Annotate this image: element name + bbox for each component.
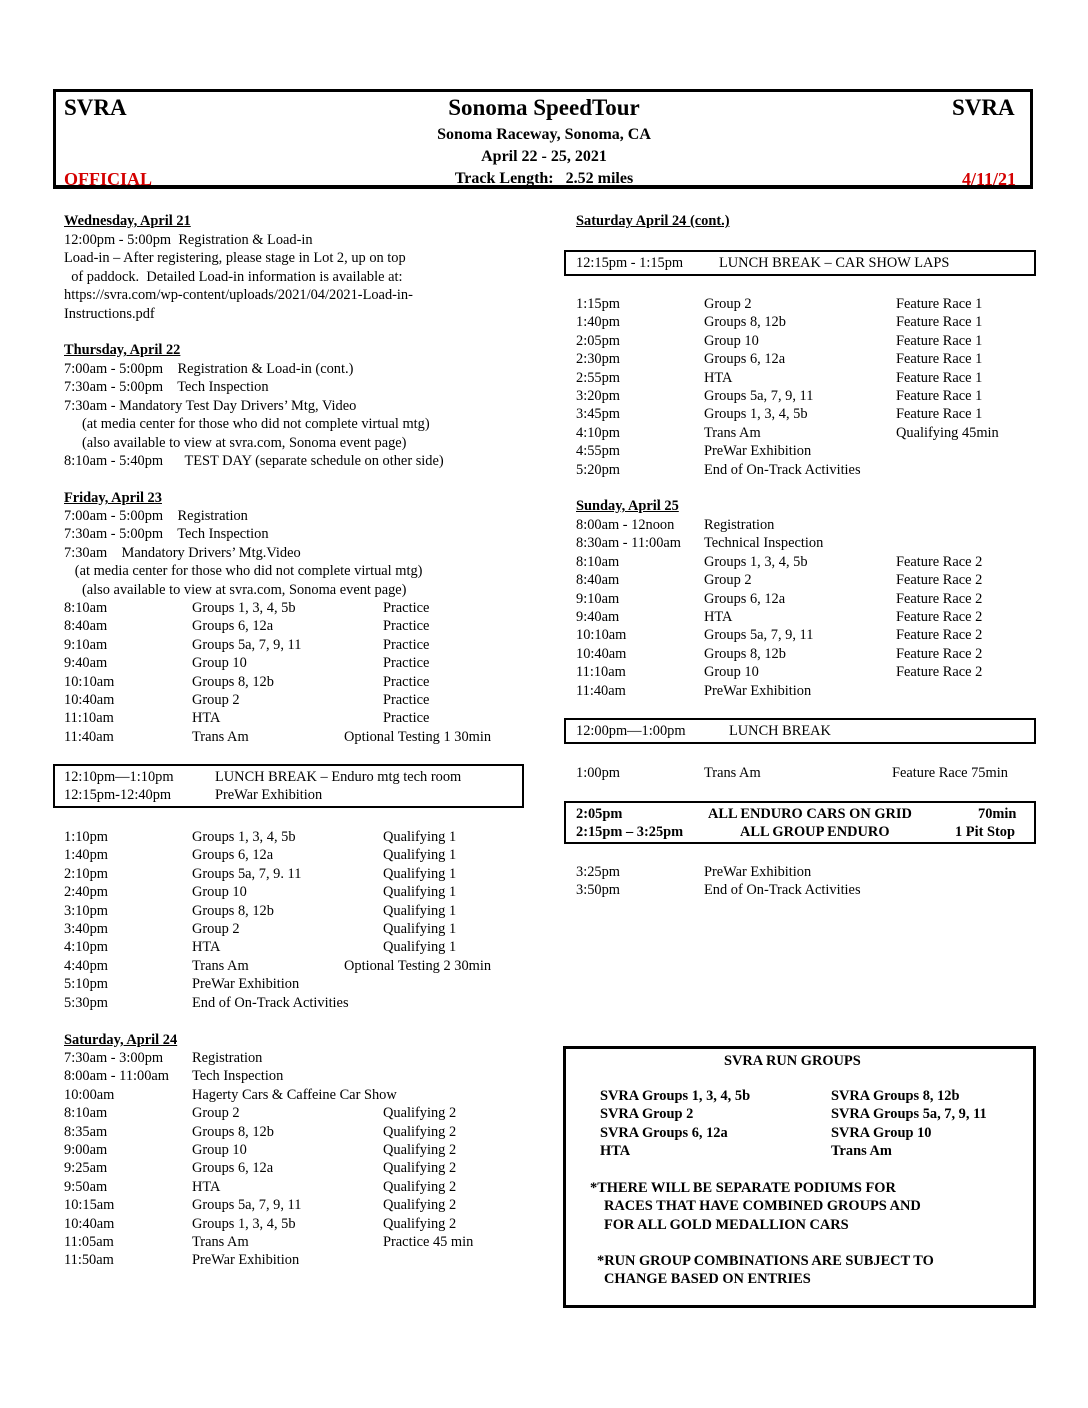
friday-afternoon-session: Qualifying 1 (383, 829, 457, 845)
friday-morning-session: Practice (383, 600, 430, 616)
saturday-afternoon-group: Groups 5a, 7, 9, 11 (704, 388, 814, 404)
saturday-group: Group 2 (192, 1105, 240, 1122)
podium-note: FOR ALL GOLD MEDALLION CARS (604, 1216, 849, 1233)
friday-afternoon-group: Group 10 (192, 884, 247, 901)
friday-afternoon-time: 3:10pm (64, 902, 108, 919)
podium-note: *THERE WILL BE SEPARATE PODIUMS FOR (590, 1180, 896, 1196)
friday-afternoon-time: 5:30pm (64, 994, 108, 1011)
saturday-afternoon-time: 5:20pm (576, 461, 620, 478)
saturday-session: Qualifying 2 (383, 1160, 457, 1177)
friday-afternoon-session: Qualifying 1 (383, 865, 457, 882)
friday-morning-time: 10:10am (64, 673, 115, 690)
friday-line: 7:30am Mandatory Drivers’ Mtg.Video (64, 544, 301, 561)
saturday-lunch-time: 12:15pm - 1:15pm (576, 255, 684, 271)
friday-morning-time: 11:40am (64, 728, 114, 745)
sunday-session: Feature Race 2 (896, 627, 983, 644)
sunday-late-time: 3:25pm (576, 864, 620, 880)
saturday-group: Trans Am (192, 1234, 249, 1250)
sunday-time: 11:40am (576, 682, 626, 699)
saturday-group: Groups 1, 3, 4, 5b (192, 1215, 296, 1232)
page-title: Sonoma SpeedTour (448, 95, 640, 120)
sunday-time: 10:40am (576, 645, 627, 662)
saturday-afternoon-session: Feature Race 1 (896, 332, 983, 349)
sunday-group: PreWar Exhibition (704, 682, 812, 699)
friday-line: (at media center for those who did not complete virtual mtg) (64, 563, 423, 580)
day-heading-thursday: Thursday, April 22 (64, 342, 181, 358)
saturday-afternoon-session: Feature Race 1 (896, 406, 983, 423)
saturday-time: 8:10am (64, 1105, 108, 1122)
friday-morning-group: Trans Am (192, 728, 249, 745)
saturday-time: 9:50am (64, 1178, 108, 1195)
sunday-session: Feature Race 2 (896, 553, 983, 570)
friday-morning-group: Groups 5a, 7, 9, 11 (192, 636, 302, 653)
saturday-session: Practice 45 min (383, 1234, 474, 1250)
saturday-group: Hagerty Cars & Caffeine Car Show (192, 1086, 397, 1103)
saturday-afternoon-time: 2:55pm (576, 369, 620, 386)
friday-morning-session: Practice (383, 636, 430, 653)
friday-afternoon-session: Qualifying 1 (383, 884, 457, 901)
wednesday-line: Instructions.pdf (64, 305, 155, 322)
sunday-time: 8:00am - 12noon (576, 517, 675, 533)
saturday-group: Tech Inspection (192, 1068, 284, 1085)
friday-morning-session: Practice (383, 710, 430, 727)
friday-morning-time: 8:10am (64, 600, 108, 616)
saturday-session: Qualifying 2 (383, 1142, 457, 1158)
sunday-group: Groups 5a, 7, 9, 11 (704, 627, 814, 644)
friday-morning-time: 11:10am (64, 710, 114, 727)
sunday-time: 9:40am (576, 609, 620, 625)
podium-note: RACES THAT HAVE COMBINED GROUPS AND (604, 1198, 921, 1215)
thursday-line: 7:30am - 5:00pm Tech Inspection (64, 379, 269, 396)
friday-afternoon-group: Groups 1, 3, 4, 5b (192, 829, 296, 845)
friday-afternoon-session: Optional Testing 2 30min (344, 957, 492, 974)
friday-morning-session: Practice (383, 692, 430, 708)
thursday-line: 7:00am - 5:00pm Registration & Load-in (cont.) (64, 361, 354, 377)
saturday-afternoon-session: Feature Race 1 (896, 314, 983, 331)
friday-afternoon-time: 5:10pm (64, 976, 108, 993)
sunday-group: Groups 1, 3, 4, 5b (704, 553, 808, 570)
saturday-afternoon-group: End of On-Track Activities (704, 461, 861, 478)
day-heading-wednesday: Wednesday, April 21 (64, 213, 191, 229)
saturday-time: 10:40am (64, 1215, 115, 1232)
sunday-1pm-group: Trans Am (704, 765, 761, 781)
saturday-afternoon-group: PreWar Exhibition (704, 443, 812, 460)
saturday-session: Qualifying 2 (383, 1197, 457, 1214)
friday-morning-session: Practice (383, 618, 430, 635)
friday-lunch-text: PreWar Exhibition (215, 787, 323, 804)
friday-afternoon-session: Qualifying 1 (383, 921, 457, 937)
saturday-afternoon-session: Feature Race 1 (896, 388, 983, 404)
saturday-afternoon-session: Feature Race 1 (896, 369, 983, 386)
friday-afternoon-time: 2:40pm (64, 884, 108, 901)
friday-afternoon-session: Qualifying 1 (383, 902, 457, 919)
sunday-session: Feature Race 2 (896, 572, 983, 589)
saturday-group: Groups 6, 12a (192, 1160, 274, 1177)
sunday-lunch-text: LUNCH BREAK (729, 723, 831, 739)
saturday-afternoon-group: Groups 6, 12a (704, 351, 786, 368)
friday-line: 7:30am - 5:00pm Tech Inspection (64, 526, 269, 543)
saturday-group: Registration (192, 1050, 263, 1066)
friday-morning-time: 10:40am (64, 692, 115, 708)
friday-line: 7:00am - 5:00pm Registration (64, 508, 248, 524)
sunday-time: 9:10am (576, 590, 620, 607)
enduro-note: 1 Pit Stop (955, 824, 1015, 841)
sunday-group: Groups 6, 12a (704, 590, 786, 607)
run-group-item: SVRA Groups 6, 12a (600, 1124, 728, 1141)
wednesday-line: https://svra.com/wp-content/uploads/2021/04/2021-Load-in- (64, 287, 413, 304)
thursday-line: 8:10am - 5:40pm TEST DAY (separate schedule on other side) (64, 453, 444, 469)
friday-afternoon-session: Qualifying 1 (383, 939, 457, 956)
enduro-note: 70min (978, 806, 1017, 822)
saturday-session: Qualifying 2 (383, 1178, 457, 1195)
sunday-group: Groups 8, 12b (704, 645, 786, 662)
sunday-group: Group 2 (704, 572, 752, 589)
friday-morning-group: Groups 6, 12a (192, 618, 274, 635)
saturday-time: 10:00am (64, 1086, 115, 1103)
sunday-session: Feature Race 2 (896, 645, 983, 662)
saturday-afternoon-time: 4:10pm (576, 424, 620, 441)
friday-morning-group: Group 10 (192, 655, 247, 672)
run-group-item: SVRA Group 10 (831, 1124, 932, 1141)
saturday-afternoon-time: 1:15pm (576, 296, 620, 312)
saturday-afternoon-group: HTA (704, 369, 733, 386)
saturday-session: Qualifying 2 (383, 1123, 457, 1140)
friday-afternoon-time: 4:40pm (64, 957, 108, 974)
sunday-group: Group 10 (704, 664, 759, 681)
friday-afternoon-group: Groups 5a, 7, 9. 11 (192, 865, 302, 882)
header-venue: Sonoma Raceway, Sonoma, CA (437, 126, 651, 143)
enduro-time: 2:15pm – 3:25pm (576, 824, 684, 841)
wednesday-line: of paddock. Detailed Load-in information is available at: (64, 268, 403, 285)
day-heading-sunday: Sunday, April 25 (576, 498, 679, 514)
header-right-org: SVRA (952, 95, 1015, 120)
saturday-afternoon-session: Feature Race 1 (896, 296, 983, 312)
wednesday-line: Load-in – After registering, please stage in Lot 2, up on top (64, 250, 406, 267)
enduro-text: ALL ENDURO CARS ON GRID (708, 806, 912, 822)
saturday-afternoon-time: 4:55pm (576, 443, 620, 460)
saturday-afternoon-time: 3:20pm (576, 388, 620, 404)
header-dates: April 22 - 25, 2021 (481, 148, 607, 165)
friday-morning-session: Practice (383, 655, 430, 672)
run-groups-title: SVRA RUN GROUPS (724, 1053, 861, 1069)
friday-lunch-time: 12:10pm—1:10pm (64, 769, 174, 785)
saturday-time: 11:50am (64, 1252, 114, 1269)
friday-morning-session: Optional Testing 1 30min (344, 728, 492, 745)
day-heading-saturday-cont: Saturday April 24 (cont.) (576, 213, 730, 229)
sunday-time: 8:10am (576, 553, 620, 570)
run-group-item: SVRA Groups 1, 3, 4, 5b (600, 1088, 751, 1104)
saturday-afternoon-group: Trans Am (704, 424, 761, 441)
sunday-session: Feature Race 2 (896, 609, 983, 625)
saturday-afternoon-group: Group 2 (704, 296, 752, 312)
saturday-time: 9:00am (64, 1142, 108, 1158)
sunday-late-group: PreWar Exhibition (704, 864, 812, 880)
friday-lunch-time: 12:15pm-12:40pm (64, 787, 172, 804)
sunday-session: Feature Race 2 (896, 664, 983, 681)
day-heading-friday: Friday, April 23 (64, 490, 162, 506)
saturday-time: 8:00am - 11:00am (64, 1068, 169, 1085)
friday-afternoon-time: 1:40pm (64, 847, 108, 864)
sunday-time: 10:10am (576, 627, 627, 644)
friday-morning-session: Practice (383, 673, 430, 690)
saturday-group: HTA (192, 1178, 221, 1195)
sunday-time: 11:10am (576, 664, 626, 681)
saturday-group: PreWar Exhibition (192, 1252, 300, 1269)
saturday-group: Groups 8, 12b (192, 1123, 274, 1140)
saturday-time: 8:35am (64, 1123, 108, 1140)
friday-morning-group: Groups 8, 12b (192, 673, 274, 690)
status-badge: OFFICIAL (64, 169, 153, 189)
run-group-item: SVRA Group 2 (600, 1106, 694, 1123)
saturday-afternoon-time: 2:05pm (576, 332, 620, 349)
wednesday-line: 12:00pm - 5:00pm Registration & Load-in (64, 232, 313, 248)
run-group-item: HTA (600, 1143, 631, 1160)
combination-note: CHANGE BASED ON ENTRIES (604, 1271, 811, 1288)
saturday-afternoon-time: 2:30pm (576, 351, 620, 368)
friday-lunch-text: LUNCH BREAK – Enduro mtg tech room (215, 769, 462, 785)
saturday-afternoon-group: Group 10 (704, 332, 759, 349)
friday-afternoon-time: 3:40pm (64, 921, 108, 937)
sunday-late-time: 3:50pm (576, 882, 620, 899)
sunday-group: HTA (704, 609, 733, 625)
friday-line: (also available to view at svra.com, Sonoma event page) (64, 581, 407, 598)
sunday-time: 8:40am (576, 572, 620, 589)
friday-morning-time: 8:40am (64, 618, 108, 635)
run-group-item: SVRA Groups 5a, 7, 9, 11 (831, 1106, 987, 1123)
friday-morning-time: 9:40am (64, 655, 108, 672)
friday-morning-group: Group 2 (192, 692, 240, 708)
friday-morning-group: Groups 1, 3, 4, 5b (192, 600, 296, 616)
sunday-session: Feature Race 2 (896, 590, 983, 607)
friday-afternoon-time: 4:10pm (64, 939, 108, 956)
friday-afternoon-group: Group 2 (192, 921, 240, 937)
saturday-time: 9:25am (64, 1160, 108, 1177)
combination-note: *RUN GROUP COMBINATIONS ARE SUBJECT TO (597, 1253, 934, 1269)
sunday-lunch-time: 12:00pm—1:00pm (576, 723, 686, 739)
saturday-afternoon-session: Qualifying 45min (896, 424, 999, 441)
header-left-org: SVRA (64, 95, 127, 120)
friday-afternoon-group: End of On-Track Activities (192, 994, 349, 1011)
saturday-afternoon-time: 1:40pm (576, 314, 620, 331)
friday-morning-time: 9:10am (64, 636, 108, 653)
header-revision-date: 4/11/21 (962, 169, 1017, 189)
saturday-afternoon-group: Groups 1, 3, 4, 5b (704, 406, 808, 423)
friday-afternoon-session: Qualifying 1 (383, 847, 457, 864)
saturday-time: 7:30am - 3:00pm (64, 1050, 164, 1066)
friday-afternoon-group: PreWar Exhibition (192, 976, 300, 993)
friday-afternoon-group: Groups 6, 12a (192, 847, 274, 864)
friday-afternoon-group: Trans Am (192, 957, 249, 974)
saturday-session: Qualifying 2 (383, 1105, 457, 1122)
saturday-time: 11:05am (64, 1234, 114, 1250)
day-heading-saturday: Saturday, April 24 (64, 1032, 178, 1048)
header-track-length: Track Length: 2.52 miles (454, 170, 634, 187)
sunday-1pm-time: 1:00pm (576, 765, 620, 781)
friday-afternoon-time: 1:10pm (64, 829, 108, 845)
saturday-group: Groups 5a, 7, 9, 11 (192, 1197, 302, 1214)
friday-afternoon-group: Groups 8, 12b (192, 902, 274, 919)
enduro-time: 2:05pm (576, 806, 623, 822)
thursday-line: (at media center for those who did not complete virtual mtg) (64, 416, 430, 433)
thursday-line: (also available to view at svra.com, Sonoma event page) (64, 434, 407, 451)
saturday-afternoon-time: 3:45pm (576, 406, 620, 423)
sunday-1pm-session: Feature Race 75min (892, 765, 1008, 781)
sunday-late-group: End of On-Track Activities (704, 882, 861, 899)
saturday-group: Group 10 (192, 1142, 247, 1158)
friday-afternoon-group: HTA (192, 939, 221, 956)
enduro-text: ALL GROUP ENDURO (740, 824, 890, 841)
saturday-afternoon-session: Feature Race 1 (896, 351, 983, 368)
saturday-session: Qualifying 2 (383, 1215, 457, 1232)
run-group-item: Trans Am (831, 1143, 892, 1160)
saturday-afternoon-group: Groups 8, 12b (704, 314, 786, 331)
sunday-time: 8:30am - 11:00am (576, 535, 681, 552)
saturday-time: 10:15am (64, 1197, 115, 1214)
friday-afternoon-time: 2:10pm (64, 865, 108, 882)
sunday-group: Registration (704, 517, 775, 533)
friday-morning-group: HTA (192, 710, 221, 727)
sunday-group: Technical Inspection (704, 535, 824, 552)
thursday-line: 7:30am - Mandatory Test Day Drivers’ Mtg, Video (64, 397, 357, 414)
saturday-lunch-text: LUNCH BREAK – CAR SHOW LAPS (719, 255, 950, 271)
run-group-item: SVRA Groups 8, 12b (831, 1088, 960, 1104)
